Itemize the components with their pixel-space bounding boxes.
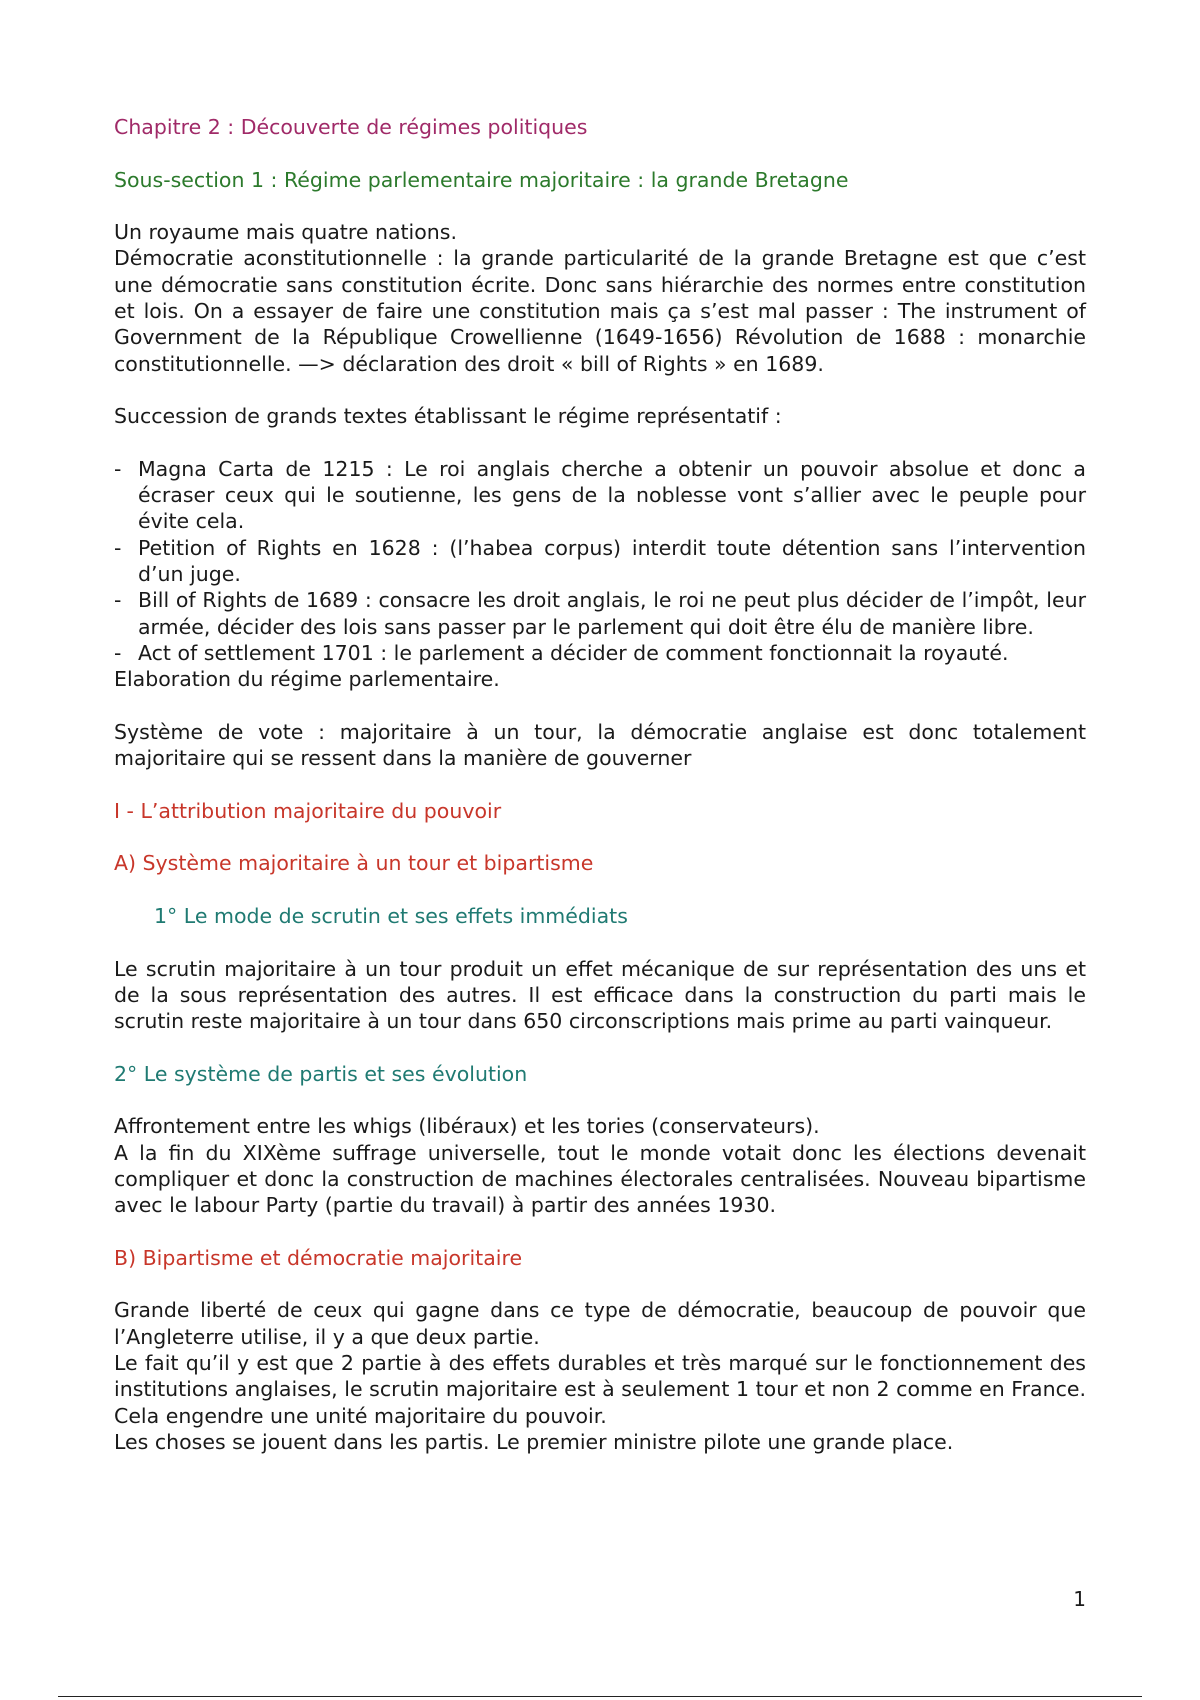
vote-paragraph: Système de vote : majoritaire à un tour, la démocratie anglaise est donc totalement majoritaire qui se ressent dans la manière de gouverner xyxy=(114,719,1086,771)
subsection-title: Sous-section 1 : Régime parlementaire majoritaire : la grande Bretagne xyxy=(114,167,849,192)
partis-paragraph: A la fin du XIXème suffrage universelle, tout le monde votait donc les élections devenait compliquer et donc la construction de machines électorales centralisées. Nouveau bipartisme avec le labour Party (partie du travail) à partir des années 1930. xyxy=(114,1140,1086,1218)
texts-list xyxy=(114,456,1086,666)
subheading-2: 2° Le système de partis et ses évolution xyxy=(114,1061,528,1086)
section-heading-B: B) Bipartisme et démocratie majoritaire xyxy=(114,1245,523,1270)
list-item: - Magna Carta de 1215 : Le roi anglais cherche a obtenir un pouvoir absolue et donc a écraser ceux qui le soutienne, les gens de la noblesse vont s’allier avec le peuple pour évite cela. xyxy=(114,456,1086,534)
list-item: - Petition of Rights en 1628 : (l’habea corpus) interdit toute détention sans l’intervention d’un juge. xyxy=(114,535,1086,587)
scrutin-paragraph: Le scrutin majoritaire à un tour produit un effet mécanique de sur représentation des uns et de la sous représentation des autres. Il est efficace dans la construction du parti mais le scrutin reste majoritaire à un tour dans 650 circonscriptions mais prime au parti vainqueur. xyxy=(114,956,1086,1034)
bipartisme-paragraph-1: Grande liberté de ceux qui gagne dans ce type de démocratie, beaucoup de pouvoir que l’Angleterre utilise, il y a que deux partie. xyxy=(114,1298,1086,1349)
section-heading-I: I - L’attribution majoritaire du pouvoir xyxy=(114,798,502,823)
subheading-1: 1° Le mode de scrutin et ses effets immédiats xyxy=(154,903,628,928)
intro-paragraph: Démocratie aconstitutionnelle : la grande particularité de la grande Bretagne est que c’est une démocratie sans constitution écrite. Donc sans hiérarchie des normes entre constitution et lois. On a essayer de faire une constitution mais ça s’est mal passer : The instrument of Government de la République Crowellienne (1649-1656) Révolution de 1688 : monarchie constitutionnelle. —> déclaration des droit « bill of Rights » en 1689. xyxy=(114,246,1086,376)
bullet-dash: - xyxy=(114,588,122,613)
bipartisme-paragraph-2: Le fait qu’il y est que 2 partie à des effets durables et très marqué sur le fonctionnement des institutions anglaises, le scrutin majoritaire est à seulement 1 tour et non 2 comme en France. Cela engendre une unité majoritaire du pouvoir. xyxy=(114,1350,1086,1428)
document-page xyxy=(114,114,1086,1455)
footer-divider xyxy=(58,1696,1142,1697)
partis-line: Affrontement entre les whigs (libéraux) et les tories (conservateurs). xyxy=(114,1114,820,1139)
section-heading-A: A) Système majoritaire à un tour et bipartisme xyxy=(114,851,594,876)
page-number: 1 xyxy=(1073,1587,1086,1611)
list-item: - Act of settlement 1701 : le parlement a décider de comment fonctionnait la royauté. xyxy=(114,640,1009,665)
chapter-title: Chapitre 2 : Découverte de régimes politiques xyxy=(114,115,588,139)
intro-line: Un royaume mais quatre nations. xyxy=(114,220,457,245)
texts-intro: Succession de grands textes établissant le régime représentatif : xyxy=(114,404,782,429)
bullet-dash: - xyxy=(114,535,122,560)
elaboration-line: Elaboration du régime parlementaire. xyxy=(114,667,500,692)
bipartisme-paragraph-3: Les choses se jouent dans les partis. Le premier ministre pilote une grande place. xyxy=(114,1429,954,1454)
bullet-dash: - xyxy=(114,456,122,481)
list-item: - Bill of Rights de 1689 : consacre les droit anglais, le roi ne peut plus décider de l’impôt, leur armée, décider des lois sans passer par le parlement qui doit être élu de manière libre. xyxy=(114,588,1086,639)
bullet-dash: - xyxy=(114,640,122,665)
